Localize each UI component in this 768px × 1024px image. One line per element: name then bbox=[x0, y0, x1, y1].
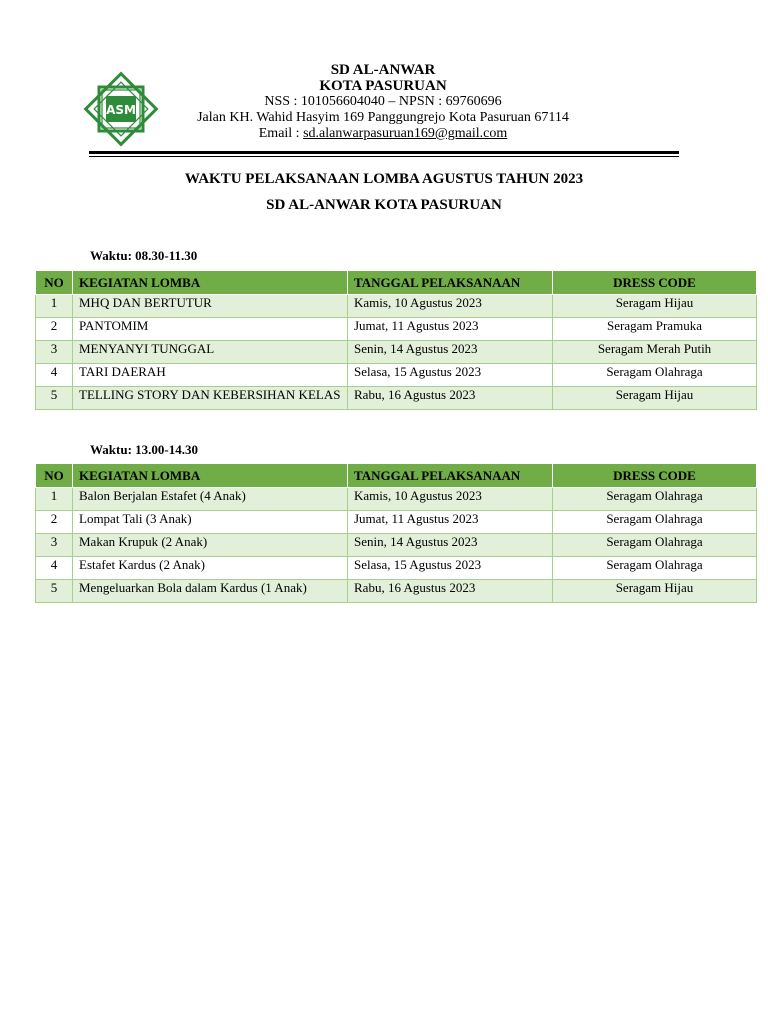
table-row bbox=[36, 295, 757, 318]
cell-no: 5 bbox=[36, 387, 73, 410]
cell-dress: Seragam Hijau bbox=[553, 387, 757, 410]
col-header-dress: DRESS CODE bbox=[553, 464, 757, 488]
schedule-table-morning bbox=[35, 270, 757, 410]
cell-kegiatan: TARI DAERAH bbox=[73, 364, 348, 387]
cell-dress: Seragam Olahraga bbox=[553, 364, 757, 387]
col-header-no: NO bbox=[36, 271, 73, 295]
document-title: WAKTU PELAKSANAAN LOMBA AGUSTUS TAHUN 2023 bbox=[184, 171, 584, 187]
cell-no: 3 bbox=[36, 534, 73, 557]
session-time-morning: Waktu: 08.30-11.30 bbox=[90, 248, 198, 263]
table-row bbox=[36, 511, 757, 534]
cell-tanggal: Rabu, 16 Agustus 2023 bbox=[348, 387, 553, 410]
session-time-afternoon: Waktu: 13.00-14.30 bbox=[90, 442, 198, 457]
cell-dress: Seragam Olahraga bbox=[553, 534, 757, 557]
table-row bbox=[36, 488, 757, 511]
letterhead bbox=[160, 62, 606, 142]
cell-no: 2 bbox=[36, 318, 73, 341]
logo-monogram: ASM bbox=[106, 103, 136, 117]
cell-kegiatan: Lompat Tali (3 Anak) bbox=[73, 511, 348, 534]
school-address: Jalan KH. Wahid Hasyim 169 Panggungrejo Kota Pasuruan 67114 bbox=[197, 110, 569, 125]
cell-tanggal: Rabu, 16 Agustus 2023 bbox=[348, 580, 553, 603]
cell-kegiatan: PANTOMIM bbox=[73, 318, 348, 341]
document-subtitle: SD AL-ANWAR KOTA PASURUAN bbox=[266, 197, 502, 213]
cell-tanggal: Jumat, 11 Agustus 2023 bbox=[348, 511, 553, 534]
col-header-no: NO bbox=[36, 464, 73, 488]
table-row bbox=[36, 387, 757, 410]
cell-tanggal: Kamis, 10 Agustus 2023 bbox=[348, 295, 553, 318]
table-row bbox=[36, 341, 757, 364]
table-header-row bbox=[36, 464, 757, 488]
cell-tanggal: Senin, 14 Agustus 2023 bbox=[348, 534, 553, 557]
cell-tanggal: Selasa, 15 Agustus 2023 bbox=[348, 364, 553, 387]
cell-kegiatan: Makan Krupuk (2 Anak) bbox=[73, 534, 348, 557]
school-name: SD AL-ANWAR bbox=[330, 62, 436, 78]
school-ids: NSS : 101056604040 – NPSN : 69760696 bbox=[264, 94, 502, 109]
cell-dress: Seragam Hijau bbox=[553, 295, 757, 318]
table-row bbox=[36, 557, 757, 580]
cell-no: 3 bbox=[36, 341, 73, 364]
cell-tanggal: Jumat, 11 Agustus 2023 bbox=[348, 318, 553, 341]
cell-tanggal: Selasa, 15 Agustus 2023 bbox=[348, 557, 553, 580]
email-link[interactable]: sd.alanwarpasuruan169@gmail.com bbox=[303, 126, 508, 141]
col-header-kegiatan: KEGIATAN LOMBA bbox=[73, 464, 348, 488]
schedule-table-afternoon bbox=[35, 463, 757, 603]
cell-no: 4 bbox=[36, 557, 73, 580]
col-header-dress: DRESS CODE bbox=[553, 271, 757, 295]
cell-dress: Seragam Olahraga bbox=[553, 557, 757, 580]
cell-no: 4 bbox=[36, 364, 73, 387]
cell-kegiatan: MENYANYI TUNGGAL bbox=[73, 341, 348, 364]
cell-kegiatan: TELLING STORY DAN KEBERSIHAN KELAS bbox=[73, 387, 348, 410]
table-row bbox=[36, 580, 757, 603]
table-row bbox=[36, 534, 757, 557]
cell-dress: Seragam Olahraga bbox=[553, 511, 757, 534]
cell-tanggal: Kamis, 10 Agustus 2023 bbox=[348, 488, 553, 511]
table-row bbox=[36, 318, 757, 341]
cell-no: 5 bbox=[36, 580, 73, 603]
cell-dress: Seragam Olahraga bbox=[553, 488, 757, 511]
table-header-row bbox=[36, 271, 757, 295]
cell-dress: Seragam Hijau bbox=[553, 580, 757, 603]
cell-tanggal: Senin, 14 Agustus 2023 bbox=[348, 341, 553, 364]
letterhead-rule-thin bbox=[89, 156, 679, 157]
school-logo bbox=[78, 66, 164, 152]
cell-dress: Seragam Merah Putih bbox=[553, 341, 757, 364]
cell-kegiatan: Balon Berjalan Estafet (4 Anak) bbox=[73, 488, 348, 511]
cell-dress: Seragam Pramuka bbox=[553, 318, 757, 341]
table-row bbox=[36, 364, 757, 387]
letterhead-rule-thick bbox=[89, 151, 679, 154]
cell-kegiatan: MHQ DAN BERTUTUR bbox=[73, 295, 348, 318]
col-header-kegiatan: KEGIATAN LOMBA bbox=[73, 271, 348, 295]
email-label: Email : bbox=[258, 126, 304, 141]
col-header-tanggal: TANGGAL PELAKSANAAN bbox=[348, 271, 553, 295]
school-city: KOTA PASURUAN bbox=[319, 78, 447, 94]
cell-no: 2 bbox=[36, 511, 73, 534]
cell-no: 1 bbox=[36, 295, 73, 318]
cell-kegiatan: Mengeluarkan Bola dalam Kardus (1 Anak) bbox=[73, 580, 348, 603]
school-email-line bbox=[160, 126, 606, 142]
col-header-tanggal: TANGGAL PELAKSANAAN bbox=[348, 464, 553, 488]
cell-kegiatan: Estafet Kardus (2 Anak) bbox=[73, 557, 348, 580]
cell-no: 1 bbox=[36, 488, 73, 511]
